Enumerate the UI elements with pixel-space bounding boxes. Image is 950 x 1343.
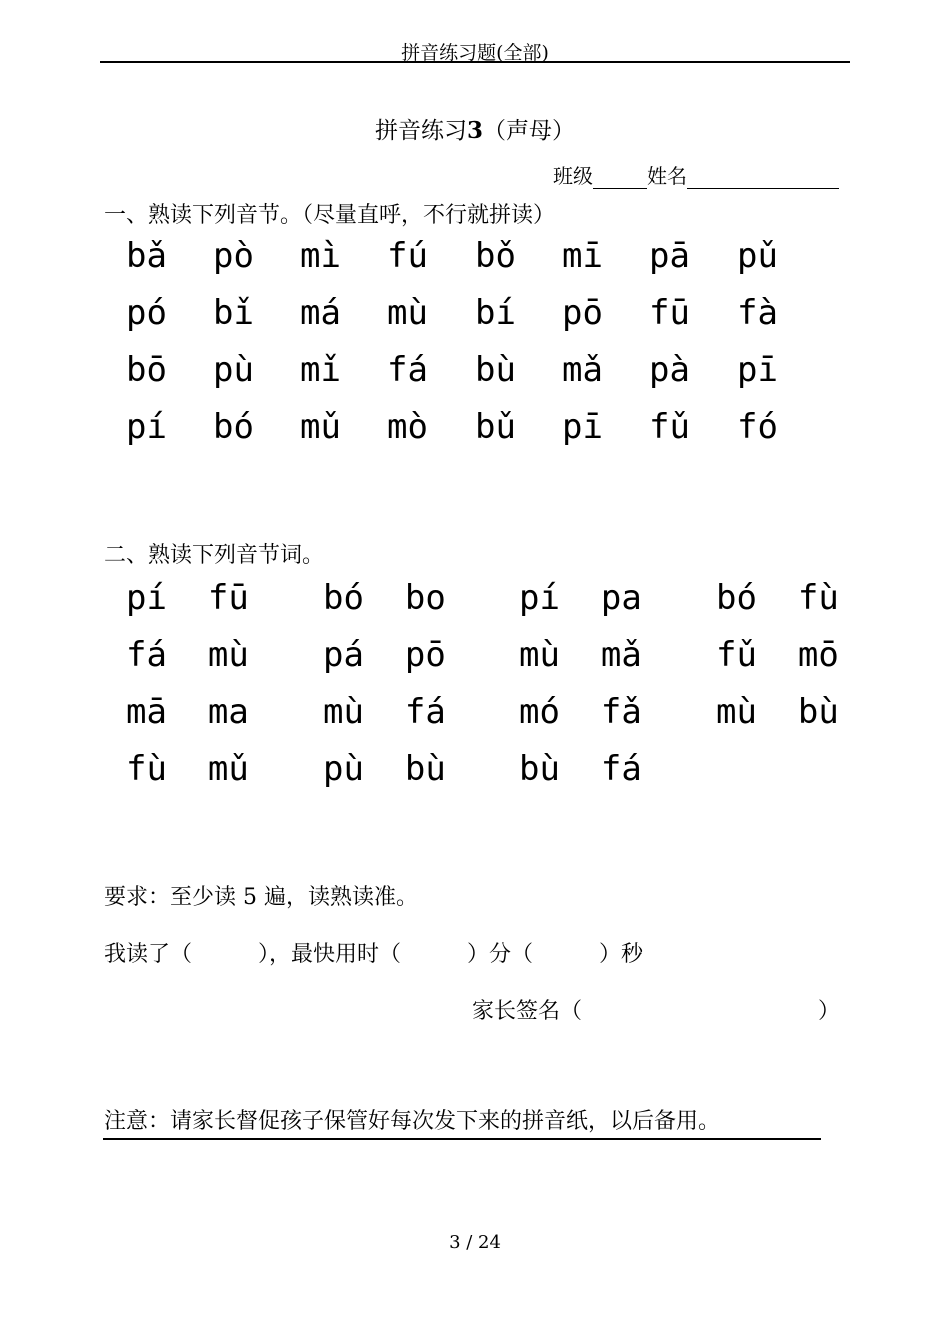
requirement-text: 要求：至少读 5 遍，读熟读准。 [104, 885, 418, 910]
syllable: pò [213, 236, 254, 276]
syllable: fú [387, 236, 428, 276]
running-header: 拼音练习题(全部) [401, 42, 549, 64]
section2-heading: 二、熟读下列音节词。 [104, 543, 325, 568]
syllable-word: mù fá [323, 692, 446, 732]
section1-heading: 一、熟读下列音节。（尽量直呼，不行就拼读） [104, 203, 556, 228]
note-underline [103, 1138, 821, 1140]
syllable-word: fǔ mō [716, 635, 839, 675]
syllable: mǐ [300, 350, 341, 390]
syllable-word: pá pō [323, 635, 446, 675]
class-name-line [553, 160, 839, 189]
syllable: bǎ [126, 236, 167, 276]
syllable: bǒ [475, 236, 516, 276]
syllable-word: pí pa [519, 578, 642, 618]
syllable: má [300, 293, 341, 333]
syllable: bō [126, 350, 167, 390]
note-text: 注意：请家长督促孩子保管好每次发下来的拼音纸，以后备用。 [104, 1109, 721, 1134]
syllable: mǎ [562, 350, 603, 390]
syllable: fū [649, 293, 690, 333]
page-title [0, 112, 950, 145]
syllable-word: fù mǔ [126, 749, 249, 789]
syllable: mī [562, 236, 603, 276]
page-number: 3 / 24 [449, 1232, 501, 1253]
title-suffix: （声母） [483, 118, 575, 144]
reading-record-line: 我读了（ ），最快用时（ ）分（ ）秒 [104, 942, 644, 967]
syllable-word: fá mù [126, 635, 249, 675]
class-blank[interactable] [593, 166, 647, 189]
header-rule [100, 61, 850, 63]
syllable-word: bó fù [716, 578, 839, 618]
syllable: pó [126, 293, 167, 333]
syllable-word: bù fá [519, 749, 642, 789]
title-prefix: 拼音练习 [374, 118, 467, 144]
syllable-word: mù bù [716, 692, 839, 732]
title-number: 3 [466, 117, 483, 144]
syllable: pí [126, 407, 167, 447]
syllable: fá [387, 350, 428, 390]
syllable: fǔ [649, 407, 690, 447]
class-label: 班级 [553, 164, 593, 188]
syllable-word: mó fǎ [519, 692, 642, 732]
syllable: pǔ [737, 236, 778, 276]
parent-signature-label: 家长签名（ [472, 999, 583, 1024]
syllable: pà [649, 350, 690, 390]
syllable-word: pí fū [126, 578, 249, 618]
syllable: pī [737, 350, 778, 390]
syllable: bǐ [213, 293, 254, 333]
syllable: bù [475, 350, 516, 390]
syllable: pā [649, 236, 690, 276]
syllable: fó [737, 407, 778, 447]
syllable-word: mù mǎ [519, 635, 642, 675]
syllable: bǔ [475, 407, 516, 447]
syllable-word: bó bo [323, 578, 446, 618]
syllable: mǔ [300, 407, 341, 447]
name-label: 姓名 [647, 164, 687, 188]
syllable: bí [475, 293, 516, 333]
syllable: pō [562, 293, 603, 333]
syllable: mù [387, 293, 428, 333]
name-blank[interactable] [687, 166, 839, 189]
syllable: pù [213, 350, 254, 390]
syllable: pī [562, 407, 603, 447]
syllable: bó [213, 407, 254, 447]
syllable-word: pù bù [323, 749, 446, 789]
syllable: mì [300, 236, 341, 276]
syllable-word: mā ma [126, 692, 249, 732]
syllable: mò [387, 407, 428, 447]
parent-signature-close: ） [818, 999, 841, 1024]
syllable: fà [737, 293, 778, 333]
